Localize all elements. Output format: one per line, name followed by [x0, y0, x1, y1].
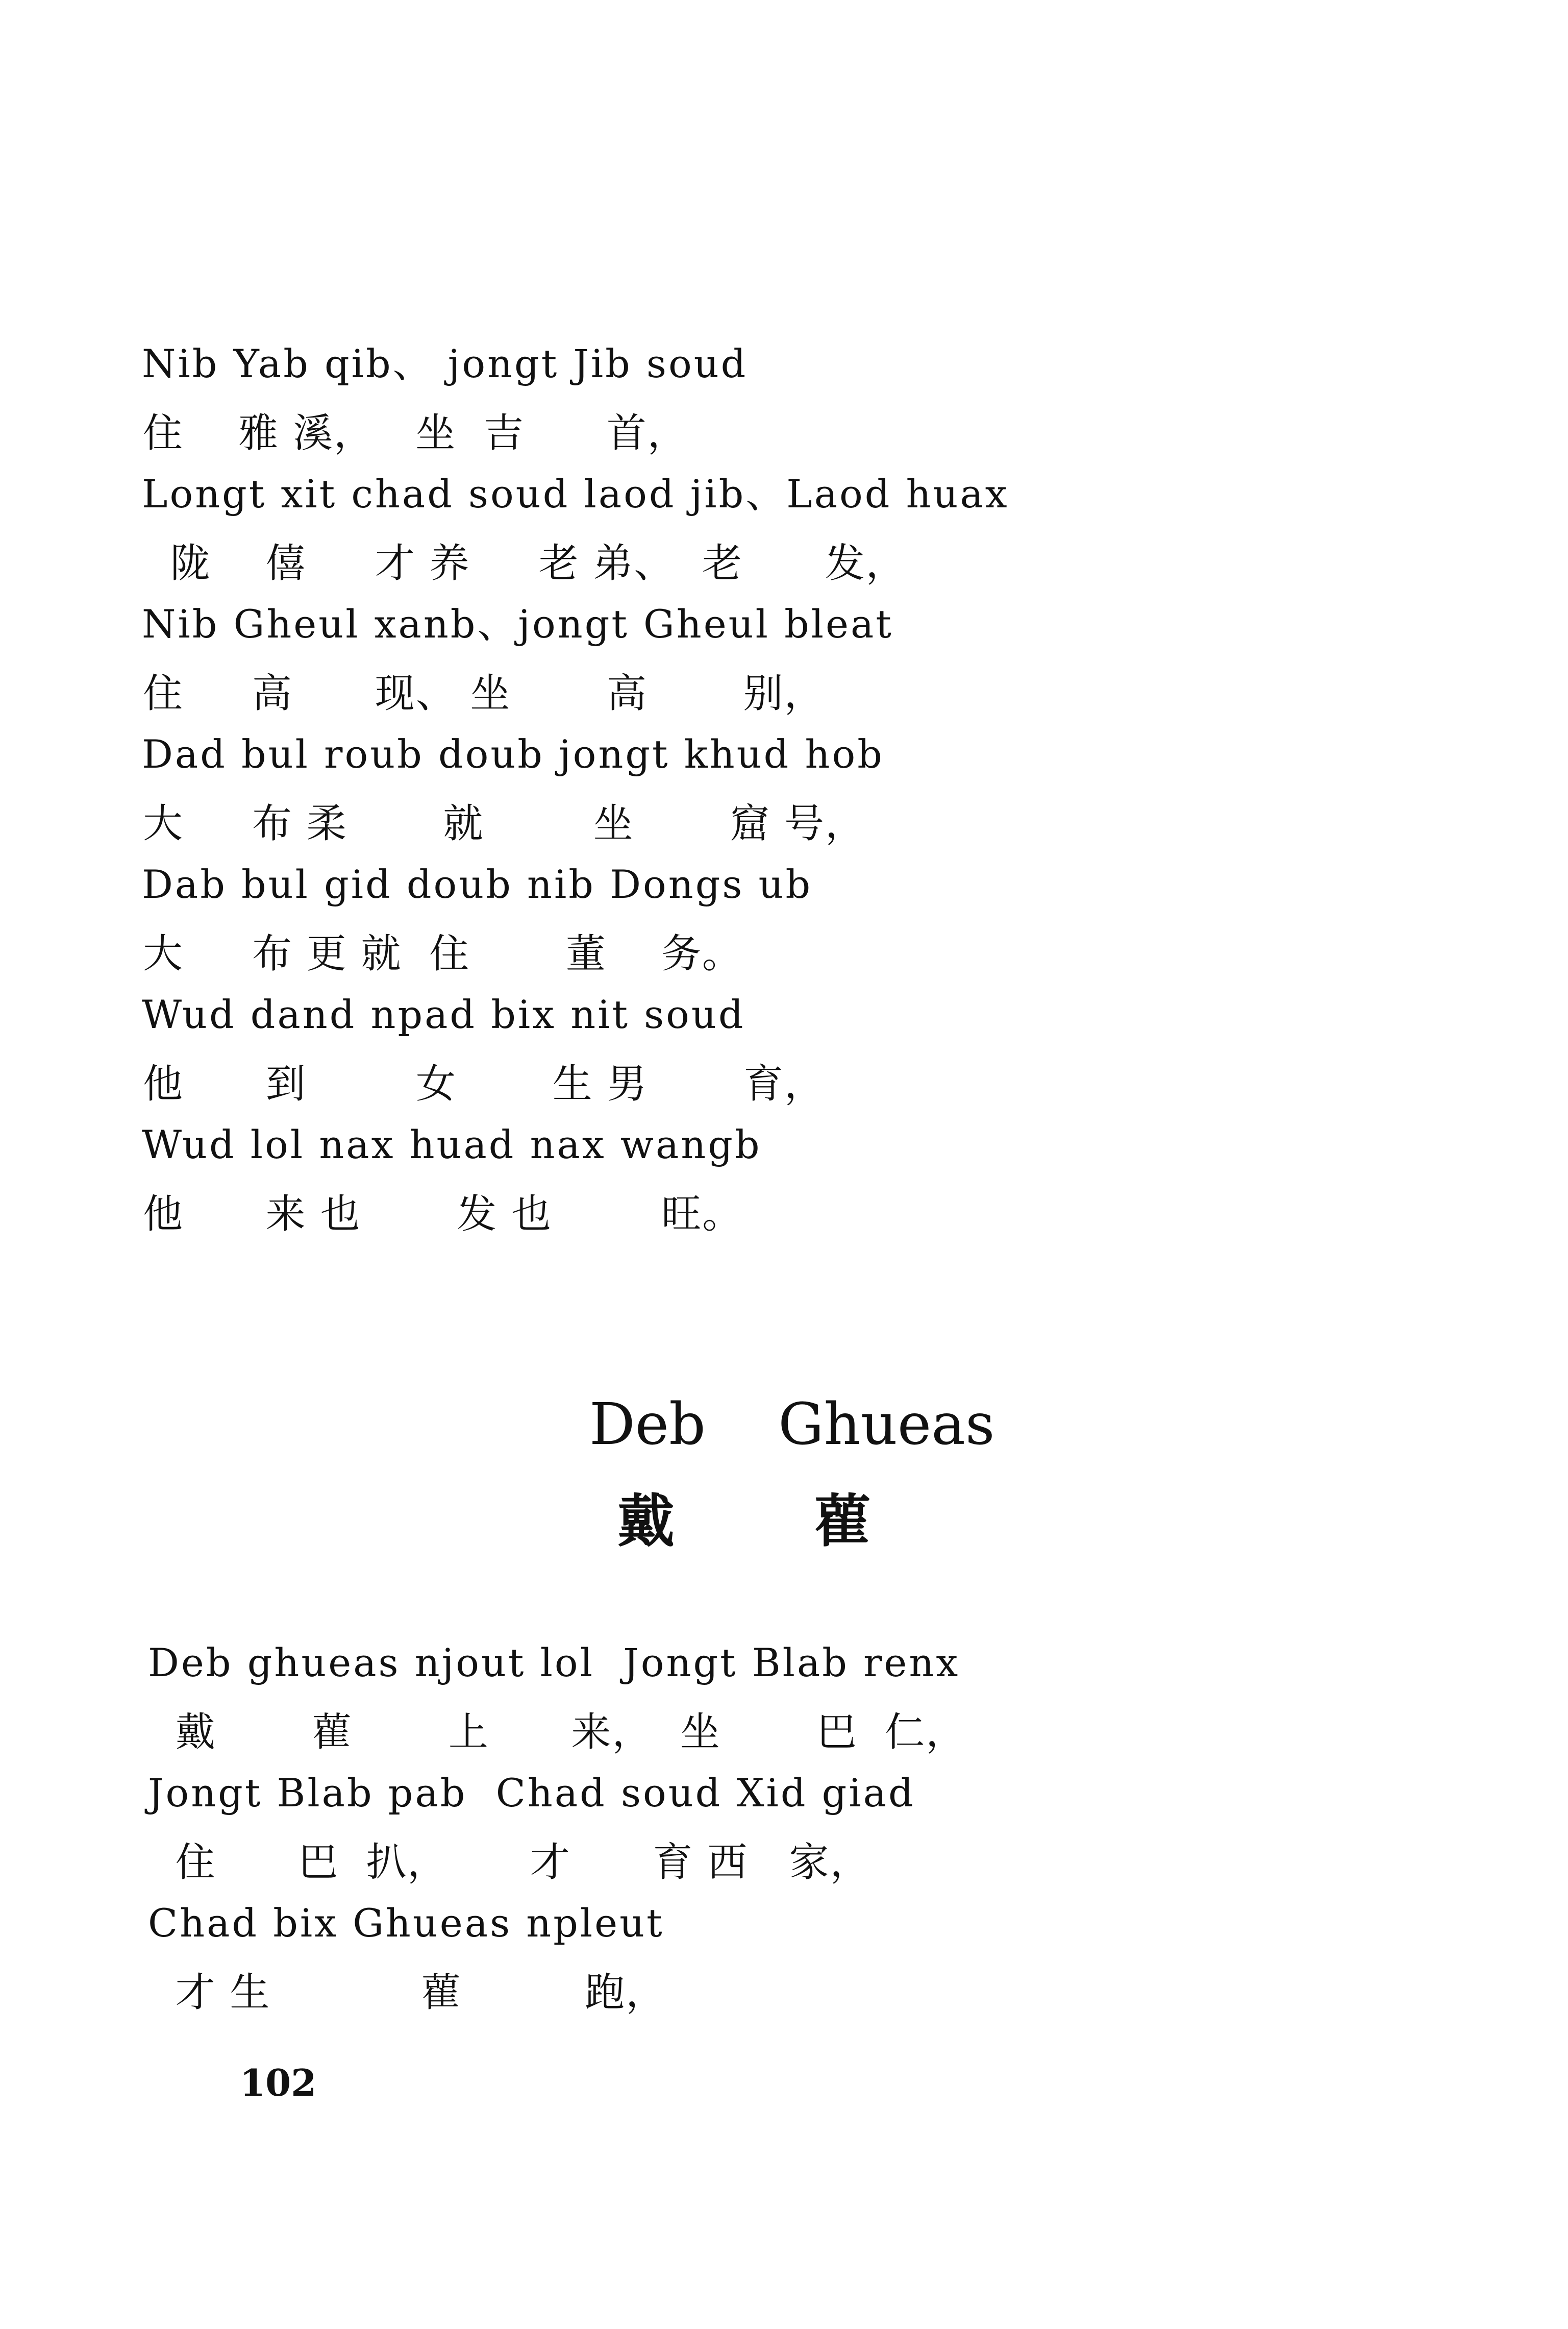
poem-line: 住 巴 扒， 才 育 西 家，: [148, 1840, 871, 1885]
poem-line: Dad bul roub doub jongt khud hob: [142, 731, 884, 777]
poem-line: Dab bul gid doub nib Dongs ub: [142, 862, 813, 907]
section-title-roman: Deb Ghueas: [589, 1391, 995, 1458]
poem-line: 戴 雚 上 来， 坐 巴 仁，: [148, 1709, 967, 1755]
poem-line: 住 雅 溪， 坐 吉 首，: [143, 410, 688, 456]
section-title-chinese: 戴 雚: [617, 1488, 871, 1555]
poem-line: Jongt Blab pab Chad soud Xid giad: [148, 1770, 915, 1816]
poem-line: Deb ghueas njout lol Jongt Blab renx: [148, 1640, 960, 1685]
poem-line: 他 来 也 发 也 旺。: [143, 1191, 743, 1237]
poem-line: 陇 僖 才 养 老 弟、 老 发，: [143, 541, 907, 586]
poem-line: 他 到 女 生 男 育，: [143, 1061, 826, 1107]
poem-line: 才 生 雚 跑，: [148, 1970, 667, 2016]
poem-line: Chad bix Ghueas npleut: [148, 1900, 664, 1946]
poem-line: Wud dand npad bix nit soud: [142, 992, 745, 1037]
poem-line: 住 高 现、 坐 高 别，: [143, 671, 825, 717]
poem-line: Nib Gheul xanb、jongt Gheul bleat: [142, 601, 893, 647]
poem-line: Longt xit chad soud laod jib、Laod huax: [142, 471, 1009, 517]
poem-line: Nib Yab qib、 jongt Jib soud: [142, 341, 748, 386]
poem-line: 大 布 柔 就 坐 窟 号，: [143, 801, 866, 847]
page-number: 102: [240, 2061, 317, 2104]
poem-line: Wud lol nax huad nax wangb: [142, 1122, 762, 1167]
poem-line: 大 布 更 就 住 董 务。: [143, 931, 743, 977]
